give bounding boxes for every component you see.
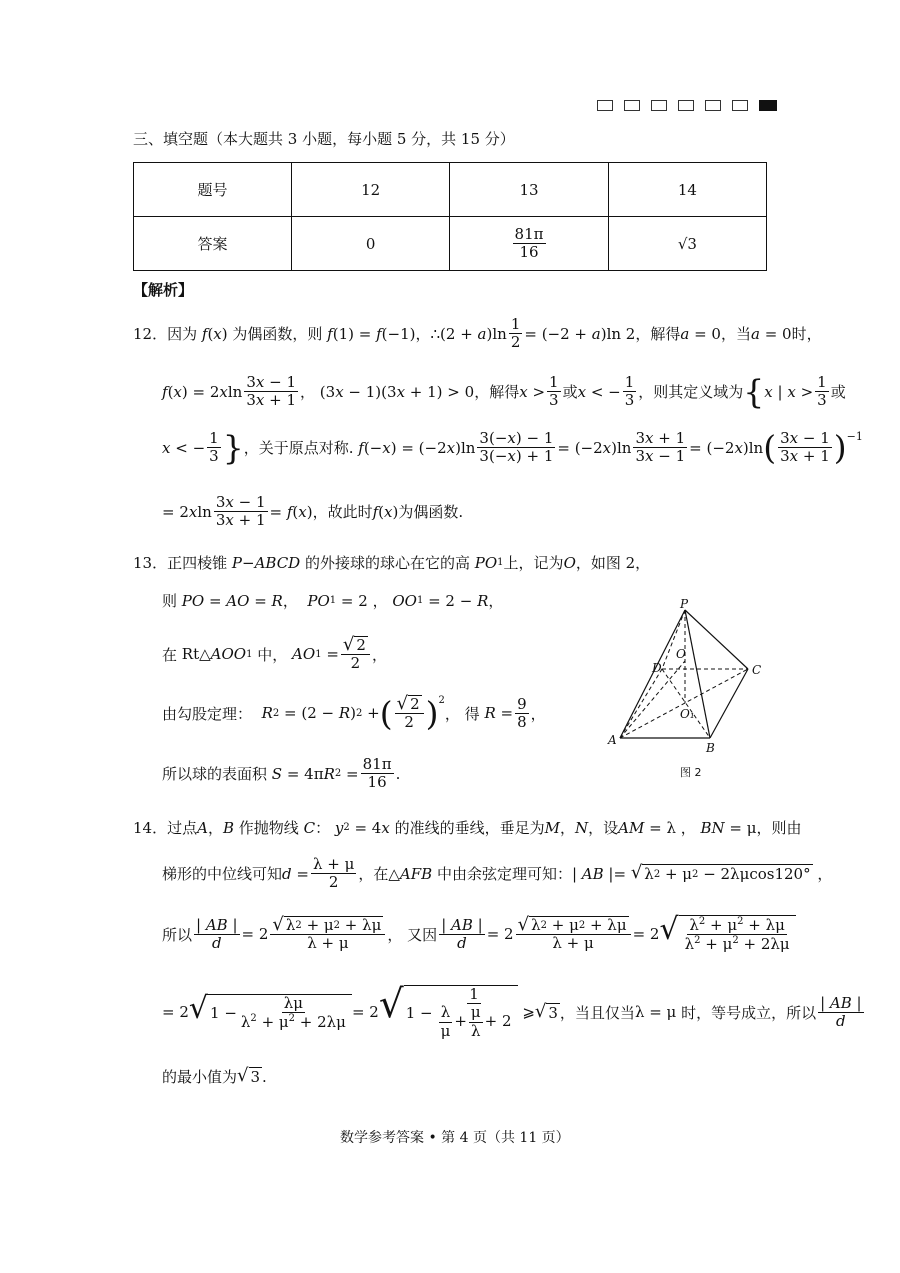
q13-line-3: 在 Rt△ AOO 1 中， AO 1 = √ 2 2 ， bbox=[162, 634, 387, 673]
table-row bbox=[134, 163, 767, 217]
pyramid-figure bbox=[600, 596, 775, 781]
q13-line-5: 所以球的表面积 S = 4π R 2 = $\frac{81\pi}{16}$ . bbox=[162, 755, 401, 792]
figure-caption: 图 2 bbox=[680, 766, 702, 779]
q12-line-2: f ( x ) = 2 x ln $\frac{3x - 1}{3x + 1}$ ， (3 x − 1)(3 x + 1) > 0 ，解得 x > $\frac{1}{3}$ 或 x < − $\frac{1}{3}$ ，则其定义域为 { x | x > $\frac{1}{3}$ 或 bbox=[162, 372, 846, 412]
q13-line-1: 13． 正四棱锥 P − ABCD 的外接球的球心在它的高 PO 1 上，记为 O ，如图 2， bbox=[133, 553, 651, 572]
label-b: B bbox=[706, 741, 715, 755]
label-o: O bbox=[676, 647, 686, 661]
label-a: A bbox=[608, 733, 617, 747]
section-title: 三、填空题（本大题共 3 小题，每小题 5 分，共 15 分） bbox=[133, 130, 515, 148]
table-cell-answer: $\frac{81\pi}{16}$ bbox=[450, 217, 609, 271]
table-cell-num: 14 bbox=[608, 163, 766, 217]
q12-line-3: x < − $\frac{1}{3}$ } ，关于原点对称. f (− x ) = (−2 x )ln $\frac{3(-x) - 1}{3(-x) + 1}$ = (−2 x )ln $\frac{3x + 1}{3x - 1}$ = (−2 x )ln ( $\frac{3x - 1}{3x + 1}$ ) $^{-1}$ bbox=[162, 428, 863, 468]
table-answer-label: 答案 bbox=[134, 217, 292, 271]
q13-line-4: 由勾股定理： R 2 = (2 − R ) 2 + ( √ 2 2 ) $^2$ ， 得 R = $\frac{9}{8}$ ， bbox=[162, 693, 546, 733]
label-o1: O₁ bbox=[680, 707, 695, 721]
analysis-heading: 【解析】 bbox=[133, 281, 194, 299]
label-c: C bbox=[752, 663, 762, 677]
q14-line-1: 14． 过点 A ， B 作抛物线 C ： y 2 = 4 x 的准线的垂线，垂足为 M ， N ，设 AM = λ ， BN = μ ，则由 bbox=[133, 818, 802, 837]
q14-line-3: 所以 $\frac{| AB |}{d}$ = 2 √ λ 2 + μ 2 + λμ λ + μ ， 又因 $\frac{| AB |}{d}$ = 2 √ λ 2 + μ 2 + λμ λ + μ = 2 √ $\frac{\lambda^2 + \mu^2 + \lambda\mu}{\lambda^2 + \mu^2 + 2\lambda\mu}$ bbox=[162, 915, 796, 954]
table-cell-answer: 0 bbox=[292, 217, 450, 271]
table-row bbox=[134, 217, 767, 271]
q14-line-5: 的最小值为 √ 3 . bbox=[162, 1065, 267, 1086]
page-marks bbox=[597, 100, 777, 111]
label-d: D bbox=[652, 661, 662, 675]
q12-line-1: 12． 因为 f ( x ) 为偶函数，则 f (1) = f (−1) ， ∴ (2 + a )ln $\frac{1}{2}$ = (−2 + a )ln 2 ，解得 a = 0 ，当 a = 0 时， bbox=[133, 315, 822, 352]
table-cell-num: 13 bbox=[450, 163, 609, 217]
q13-line-2: 则 PO = AO = R ， PO 1 = 2 ， OO 1 = 2 − R ， bbox=[162, 591, 504, 610]
q14-line-2: 梯形的中位线可知 d = $\frac{\lambda + \mu}{2}$ ，在△ AFB 中由余弦定理可知： | AB |= √ λ 2 + μ 2 − 2λμcos120° ， bbox=[162, 855, 833, 892]
table-cell-answer: √3 bbox=[608, 217, 766, 271]
q12-line-4: = 2 x ln $\frac{3x - 1}{3x + 1}$ = f ( x ) ，故此时 f ( x ) 为偶函数. bbox=[162, 493, 464, 530]
page-footer: 数学参考答案 • 第 4 页（共 11 页） bbox=[340, 1130, 570, 1146]
table-header-label: 题号 bbox=[134, 163, 292, 217]
q14-line-4: = 2 √ 1 − $\frac{\lambda\mu}{\lambda^2 + \mu^2 + 2\lambda\mu}$ = 2 √ 1 − 1 $\frac{\lambda}{\mu}$ + $\frac{\mu}{\lambda}$ + 2 ⩾ √ 3 ，当且仅当 λ = μ 时，等号成立，所以 $\frac{| AB |}{d}$ bbox=[162, 982, 862, 1040]
label-p: P bbox=[680, 597, 689, 611]
table-cell-num: 12 bbox=[292, 163, 450, 217]
answer-table bbox=[133, 162, 767, 271]
